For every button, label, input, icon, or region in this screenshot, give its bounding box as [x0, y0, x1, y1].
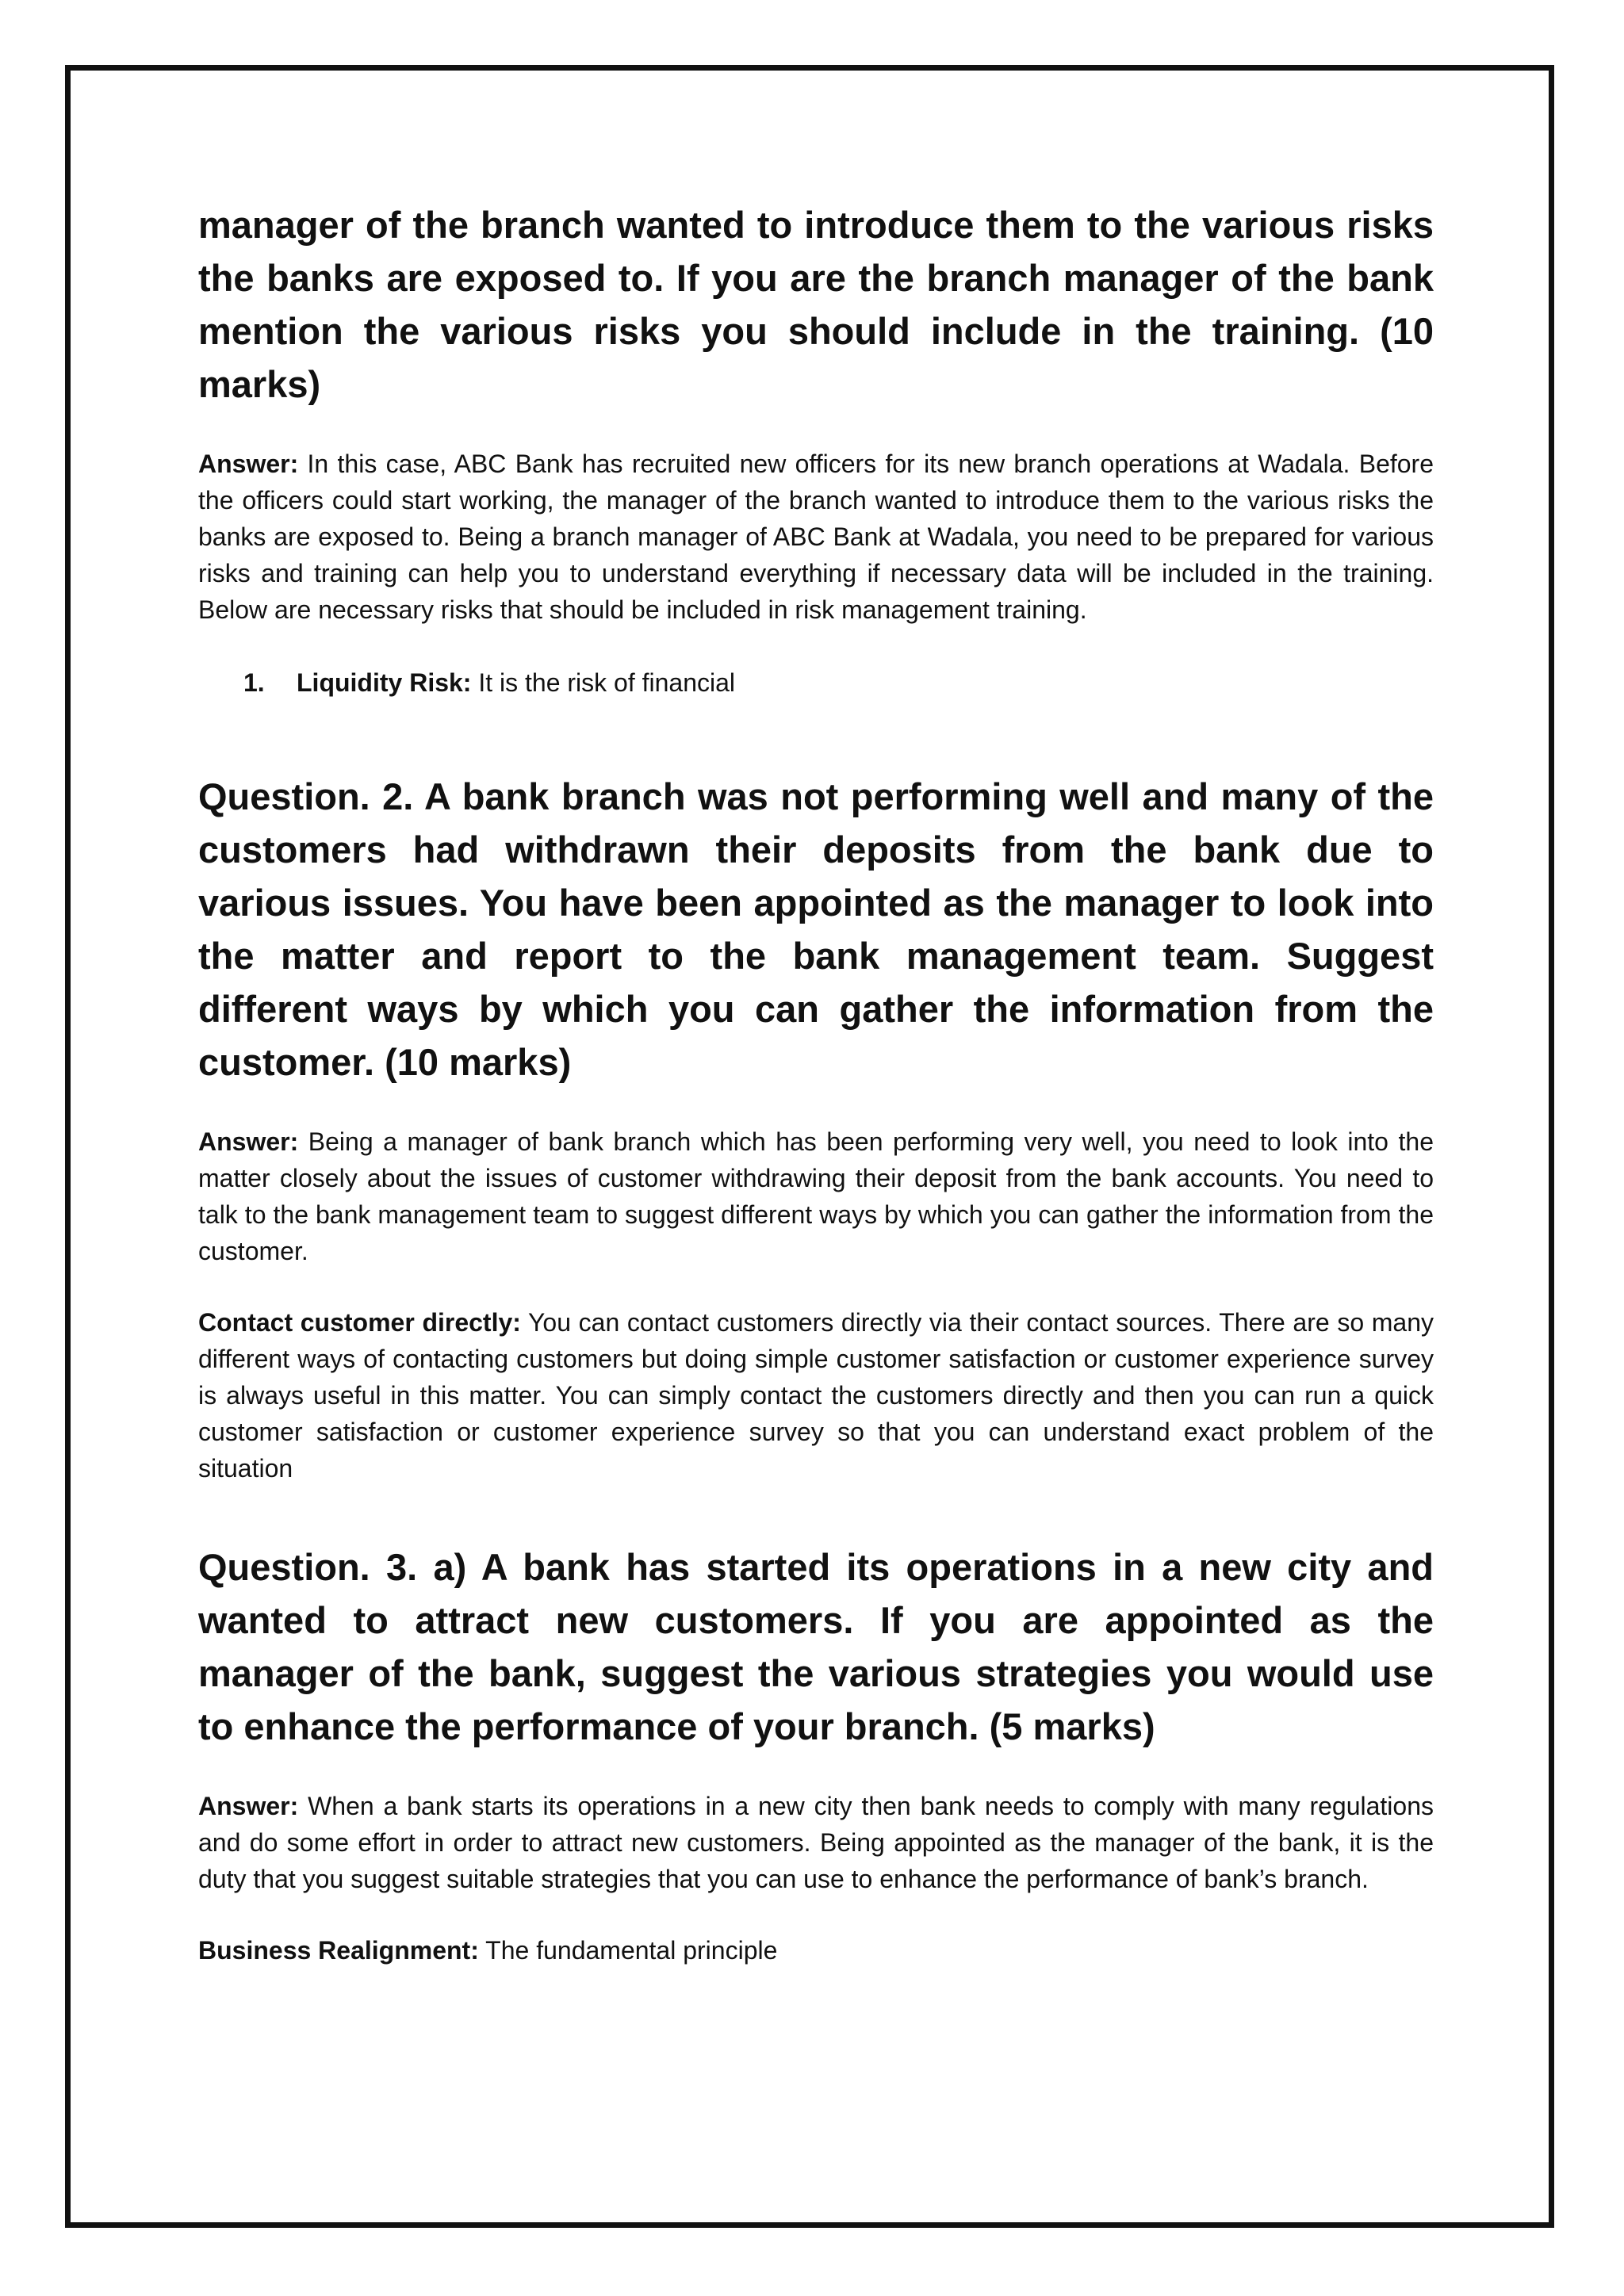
- list-item-text: It is the risk of financial: [471, 668, 736, 697]
- list-item: [198, 664, 1434, 701]
- answer-label: Answer:: [198, 450, 299, 478]
- question-1-heading: manager of the branch wanted to introduce them to the various risks the banks are exposed to. If you are the branch manager of the bank mention the various risks you should include in the training. (10 marks): [198, 204, 1434, 405]
- answer-text: In this case, ABC Bank has recruited new officers for its new branch operations at Wadala. Before the officers could start working, the manager of the branch wanted to introduce them to the various risks the banks are exposed to. Being a branch manager of ABC Bank at Wadala, you need to be prepared for various risks and training can help you to understand everything if necessary data will be included in the training. Below are necessary risks that should be included in risk management training.: [198, 450, 1434, 624]
- point-label: Contact customer directly:: [198, 1308, 521, 1337]
- answer-text: Being a manager of bank branch which has been performing very well, you need to look into the matter closely about the issues of customer withdrawing their deposit from the bank accounts. You need to talk to the bank management team to suggest different ways by which you can gather the information from the customer.: [198, 1127, 1434, 1265]
- risk-list: [198, 664, 1434, 701]
- question-3-heading: Question. 3. a) A bank has started its operations in a new city and wanted to attract new customers. If you are appointed as the manager of the bank, suggest the various strategies you would use to enhance the performance of your branch. (5 marks): [198, 1546, 1434, 1747]
- point-text: The fundamental principle: [478, 1936, 778, 1965]
- list-item-label: Liquidity Risk:: [297, 668, 472, 697]
- point-label: Business Realignment:: [198, 1936, 479, 1965]
- question-2-answer: [198, 1123, 1434, 1269]
- question-2-heading: Question. 2. A bank branch was not performing well and many of the customers had withdrawn their deposits from the bank due to various issues. You have been appointed as the manager to look into the matter and report to the bank management team. Suggest different ways by which you can gather the information from the customer. (10 marks): [198, 775, 1434, 1083]
- question-1-answer: [198, 446, 1434, 628]
- question-3-answer: [198, 1788, 1434, 1897]
- answer-text: When a bank starts its operations in a new city then bank needs to comply with many regulations and do some effort in order to attract new customers. Being appointed as the manager of the bank, it is the duty that you suggest suitable strategies that you can use to enhance the performance of bank’s branch.: [198, 1792, 1434, 1893]
- question-2-point: [198, 1304, 1434, 1487]
- question-3-point: [198, 1932, 1434, 1969]
- list-number: 1.: [243, 668, 265, 697]
- answer-label: Answer:: [198, 1127, 299, 1156]
- document-body: [198, 198, 1434, 1969]
- point-text: You can contact customers directly via their contact sources. There are so many different ways of contacting customers but doing simple customer satisfaction or customer experience survey is always useful in this matter. You can simply contact the customers directly and then you can run a quick customer satisfaction or customer experience survey so that you can understand exact problem of the situation: [198, 1308, 1434, 1483]
- answer-label: Answer:: [198, 1792, 299, 1820]
